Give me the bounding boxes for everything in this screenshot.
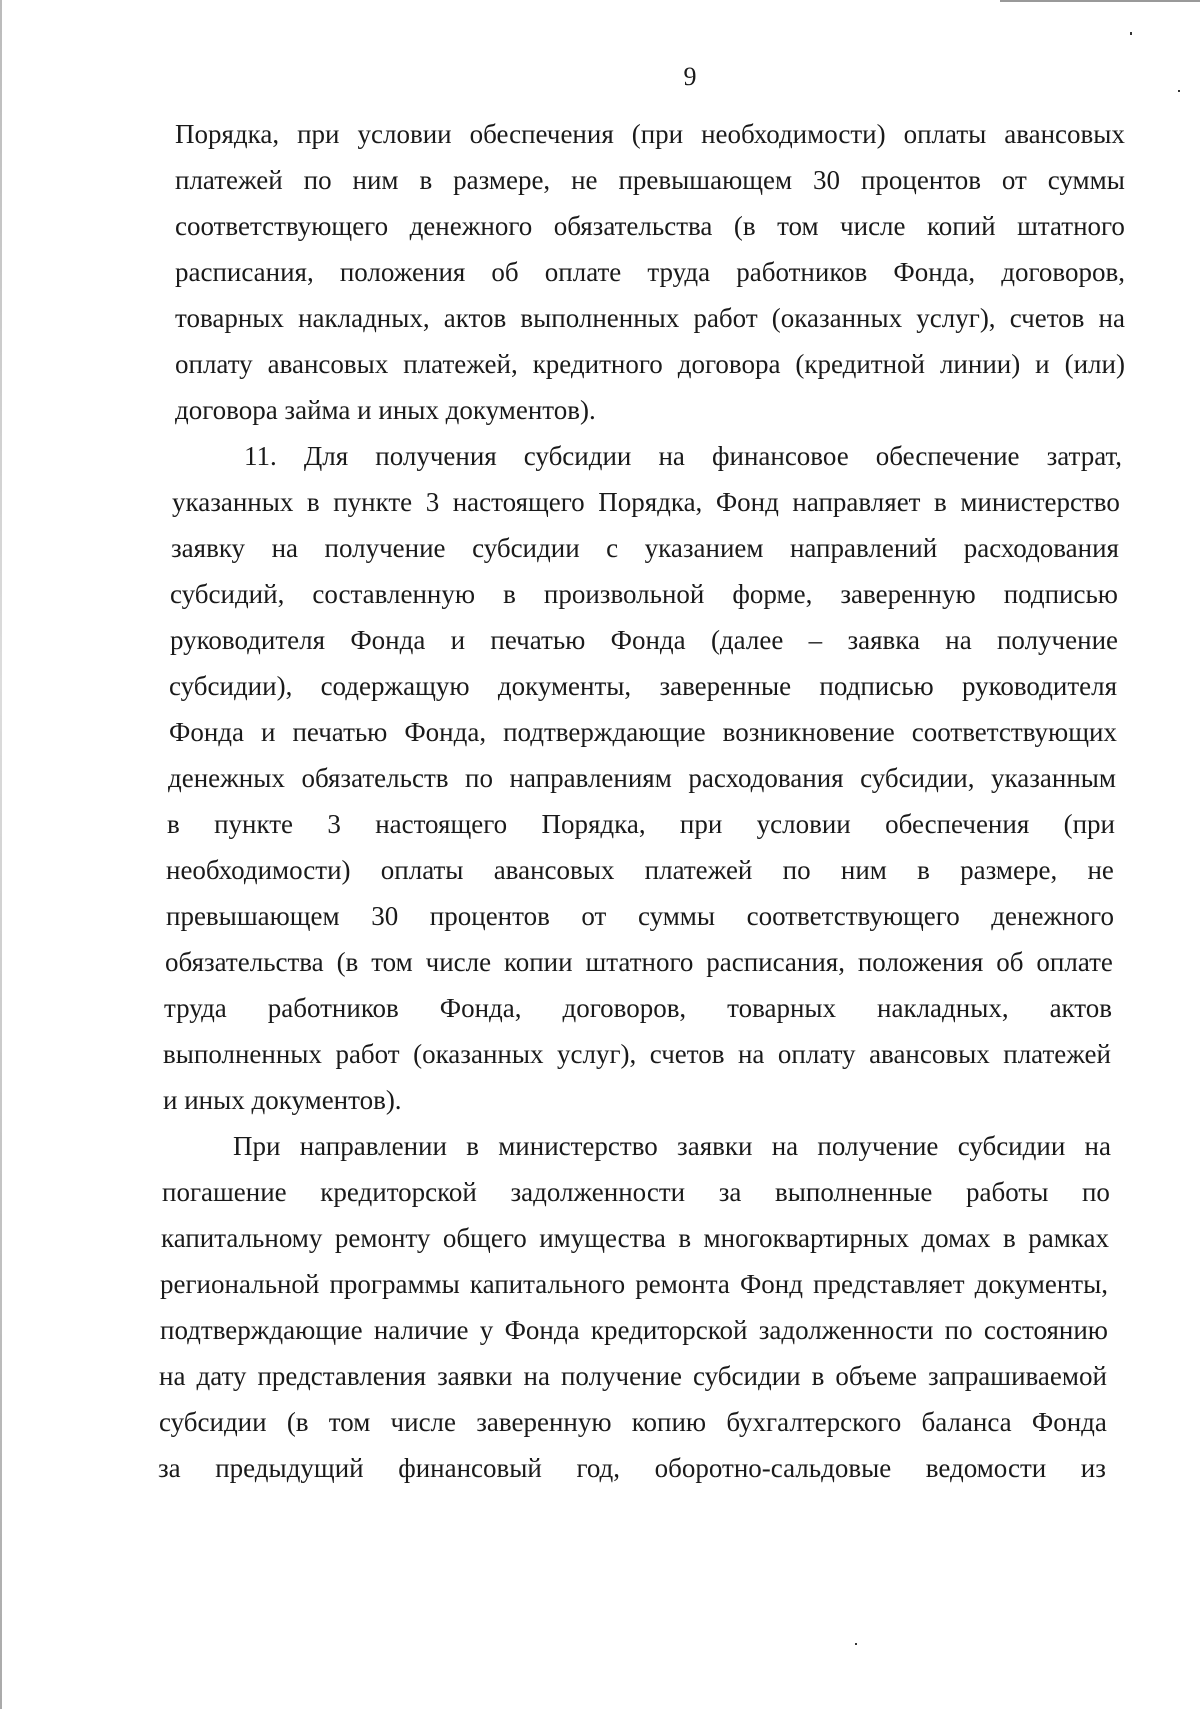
word: расходования bbox=[963, 533, 1119, 563]
word: министерство bbox=[498, 1131, 658, 1161]
text-line bbox=[233, 1130, 1111, 1162]
text-line bbox=[244, 440, 1122, 472]
word: министерство bbox=[960, 487, 1120, 517]
text-line bbox=[175, 302, 1125, 334]
word: договоров, bbox=[562, 993, 687, 1023]
text-line bbox=[159, 1360, 1107, 1392]
word: выполненных bbox=[520, 303, 680, 333]
text-line bbox=[175, 256, 1125, 288]
word: платежей bbox=[644, 855, 753, 885]
word: представления bbox=[257, 1361, 427, 1391]
word: форме, bbox=[732, 579, 813, 609]
word: оплату bbox=[175, 349, 253, 379]
word: – bbox=[808, 625, 823, 655]
word: подписью bbox=[1003, 579, 1118, 609]
text-line bbox=[162, 1176, 1110, 1208]
word: Фонда, bbox=[439, 993, 522, 1023]
word: финансовый bbox=[398, 1453, 542, 1483]
word: капитальному bbox=[161, 1223, 323, 1253]
word: ремонта bbox=[635, 1269, 730, 1299]
text-line bbox=[166, 900, 1114, 932]
word: получение bbox=[817, 1131, 939, 1161]
text-line-content: договора займа и иных документов). bbox=[175, 395, 596, 425]
word: денежных bbox=[168, 763, 285, 793]
word: от bbox=[1001, 165, 1027, 195]
word: состоянию bbox=[983, 1315, 1108, 1345]
word: работников bbox=[267, 993, 399, 1023]
word: субсидии bbox=[693, 1361, 801, 1391]
page-number: 9 bbox=[683, 62, 697, 91]
word: процентов bbox=[860, 165, 981, 195]
text-line bbox=[175, 348, 1125, 380]
word: платежей bbox=[1003, 1039, 1111, 1069]
word: документы, bbox=[497, 671, 632, 701]
word: накладных, bbox=[877, 993, 1009, 1023]
word: копии bbox=[503, 947, 573, 977]
word: указанных bbox=[172, 487, 294, 517]
word: (при bbox=[1063, 809, 1115, 839]
word: обеспечения bbox=[885, 809, 1030, 839]
word: получение bbox=[324, 533, 446, 563]
text-line bbox=[175, 118, 1125, 150]
word: на bbox=[658, 441, 685, 471]
word: финансовое bbox=[712, 441, 849, 471]
word: Фонда bbox=[350, 625, 426, 655]
text-line bbox=[172, 486, 1120, 518]
word: (далее bbox=[710, 625, 784, 655]
word: в bbox=[466, 1131, 479, 1161]
word: обеспечение bbox=[875, 441, 1020, 471]
word: товарных bbox=[175, 303, 284, 333]
word: обязательства bbox=[165, 947, 324, 977]
word: направляет bbox=[792, 487, 921, 517]
word: подтверждающие bbox=[160, 1315, 363, 1345]
word: авансовых bbox=[1004, 119, 1125, 149]
word: (оказанных bbox=[771, 303, 903, 333]
word: возникновение bbox=[722, 717, 895, 747]
word: При bbox=[233, 1131, 281, 1161]
word: работы bbox=[966, 1177, 1049, 1207]
word: (оказанных bbox=[413, 1039, 544, 1069]
word: денежного bbox=[409, 211, 533, 241]
word: в bbox=[306, 487, 320, 517]
word: линии) bbox=[939, 349, 1021, 379]
word: числе bbox=[840, 211, 906, 241]
scan-speck bbox=[1178, 90, 1180, 92]
word: расписания, bbox=[175, 257, 314, 287]
word: произвольной bbox=[543, 579, 705, 609]
word: капитального bbox=[469, 1269, 626, 1299]
word: платежей, bbox=[403, 349, 518, 379]
word: копий bbox=[927, 211, 996, 241]
text-line bbox=[169, 670, 1117, 702]
word: домах bbox=[921, 1223, 991, 1253]
word: оплате bbox=[1036, 947, 1113, 977]
word: заверенную bbox=[840, 579, 976, 609]
word: 30 bbox=[813, 165, 841, 195]
word: выполненные bbox=[774, 1177, 933, 1207]
text-line bbox=[175, 394, 596, 426]
word: на bbox=[1084, 1131, 1111, 1161]
text-line bbox=[161, 1222, 1109, 1254]
text-line bbox=[160, 1314, 1108, 1346]
word: том bbox=[328, 1407, 371, 1437]
word: работ bbox=[693, 303, 758, 333]
word: на bbox=[523, 1361, 550, 1391]
text-line bbox=[164, 992, 1112, 1024]
word: руководителя bbox=[961, 671, 1117, 701]
word: счетов bbox=[1009, 303, 1085, 333]
word: товарных bbox=[727, 993, 837, 1023]
scan-speck bbox=[1130, 32, 1132, 35]
word: региональной bbox=[160, 1269, 320, 1299]
text-line bbox=[175, 164, 1125, 196]
word: обязательств bbox=[301, 763, 449, 793]
word: заверенную bbox=[476, 1407, 612, 1437]
word: процентов bbox=[429, 901, 550, 931]
word: суммы bbox=[1047, 165, 1125, 195]
word: направлений bbox=[789, 533, 938, 563]
word: при bbox=[297, 119, 340, 149]
word: труда bbox=[164, 993, 227, 1023]
word: платежей bbox=[175, 165, 283, 195]
word: актов bbox=[443, 303, 507, 333]
word: 3 bbox=[425, 487, 440, 517]
word: обеспечения bbox=[469, 119, 614, 149]
word: баланса bbox=[921, 1407, 1012, 1437]
word: Порядка, bbox=[541, 809, 646, 839]
word: подтверждающие bbox=[503, 717, 706, 747]
word: объеме bbox=[835, 1361, 918, 1391]
word: оборотно-сальдовые bbox=[654, 1453, 892, 1483]
word: настоящего bbox=[375, 809, 508, 839]
word: авансовых bbox=[869, 1039, 990, 1069]
text-line bbox=[169, 716, 1117, 748]
word: кредитного bbox=[532, 349, 663, 379]
text-line bbox=[159, 1406, 1107, 1438]
word: задолженности bbox=[758, 1315, 934, 1345]
word: субсидии bbox=[523, 441, 632, 471]
word: по bbox=[1081, 1177, 1110, 1207]
word: денежного bbox=[991, 901, 1114, 931]
word: заверенные bbox=[659, 671, 792, 701]
word: субсидии), bbox=[169, 671, 293, 701]
word: руководителя bbox=[170, 625, 326, 655]
word: из bbox=[1080, 1453, 1106, 1483]
word: размере, bbox=[960, 855, 1058, 885]
text-line bbox=[163, 1084, 402, 1116]
word: на bbox=[159, 1361, 186, 1391]
text-line-content: и иных документов). bbox=[163, 1085, 402, 1115]
word: и bbox=[450, 625, 466, 655]
word: накладных, bbox=[298, 303, 430, 333]
word: (при bbox=[631, 119, 684, 149]
word: на bbox=[771, 1131, 799, 1161]
word: на bbox=[1098, 303, 1125, 333]
text-line bbox=[171, 532, 1119, 564]
word: том bbox=[371, 947, 413, 977]
word: ним bbox=[840, 855, 887, 885]
text-line bbox=[163, 1038, 1111, 1070]
word: на bbox=[737, 1039, 765, 1069]
word: с bbox=[606, 533, 619, 563]
word: получение bbox=[560, 1361, 682, 1391]
word: и bbox=[1035, 349, 1050, 379]
word: (в bbox=[336, 947, 359, 977]
word: (в bbox=[286, 1407, 309, 1437]
word: запрашиваемой bbox=[928, 1361, 1107, 1391]
word: печатью bbox=[490, 625, 586, 655]
word: по bbox=[465, 763, 493, 793]
word: превышающем bbox=[618, 165, 793, 195]
word: печатью bbox=[292, 717, 388, 747]
word: ним bbox=[352, 165, 399, 195]
word: в bbox=[678, 1223, 692, 1253]
word: указанием bbox=[644, 533, 764, 563]
word: Фонд bbox=[715, 487, 779, 517]
word: получения bbox=[375, 441, 497, 471]
word: работ bbox=[335, 1039, 400, 1069]
word: многоквартирных bbox=[703, 1223, 909, 1253]
word: в bbox=[811, 1361, 825, 1391]
word: от bbox=[581, 901, 607, 931]
word: составленную bbox=[312, 579, 476, 609]
text-line bbox=[165, 946, 1113, 978]
word: в bbox=[917, 855, 930, 885]
word: затрат, bbox=[1046, 441, 1122, 471]
word: превышающем bbox=[166, 901, 340, 931]
word: направлениям bbox=[509, 763, 672, 793]
word: услуг), bbox=[916, 303, 996, 333]
word: суммы bbox=[637, 901, 716, 931]
word: рамках bbox=[1028, 1223, 1109, 1253]
word: договоров, bbox=[1001, 257, 1125, 287]
text-line bbox=[170, 578, 1118, 610]
word: содержащую bbox=[320, 671, 470, 701]
word: за bbox=[718, 1177, 742, 1207]
word: заявки bbox=[677, 1131, 753, 1161]
word: Фонда bbox=[504, 1315, 580, 1345]
word: оплату bbox=[777, 1039, 856, 1069]
word: в bbox=[934, 487, 947, 517]
word: направлении bbox=[299, 1131, 447, 1161]
scan-speck bbox=[855, 1643, 857, 1645]
word: числе bbox=[425, 947, 492, 977]
word: числе bbox=[390, 1407, 457, 1437]
word: получение bbox=[996, 625, 1118, 655]
word: пункте bbox=[214, 809, 294, 839]
word: оплаты bbox=[903, 119, 987, 149]
word: при bbox=[679, 809, 723, 839]
word: субсидии bbox=[472, 533, 580, 563]
word: программы bbox=[329, 1269, 460, 1299]
word: расходования bbox=[688, 763, 844, 793]
word: в bbox=[419, 165, 433, 195]
word: 3 bbox=[327, 809, 341, 839]
word: 30 bbox=[371, 901, 399, 931]
word: (кредитной bbox=[795, 349, 925, 379]
text-line bbox=[166, 854, 1114, 886]
word: Для bbox=[303, 441, 349, 471]
word: в bbox=[1003, 1223, 1016, 1253]
word: обязательства bbox=[553, 211, 713, 241]
word: счетов bbox=[649, 1039, 725, 1069]
word: услуг), bbox=[556, 1039, 637, 1069]
word: условии bbox=[357, 119, 452, 149]
word: 11. bbox=[244, 441, 277, 471]
word: Фонда bbox=[169, 717, 245, 747]
word: за bbox=[158, 1453, 181, 1483]
word: авансовых bbox=[267, 349, 389, 379]
word: ведомости bbox=[925, 1453, 1047, 1483]
word: соответствующего bbox=[175, 211, 389, 241]
word: Порядка, bbox=[598, 487, 703, 517]
word: дату bbox=[196, 1361, 247, 1391]
word: у bbox=[479, 1315, 494, 1345]
word: условии bbox=[756, 809, 851, 839]
word: авансовых bbox=[493, 855, 615, 885]
word: субсидии bbox=[159, 1407, 267, 1437]
word: ремонту bbox=[334, 1223, 431, 1253]
word: необходимости) bbox=[701, 119, 886, 149]
word: выполненных bbox=[163, 1039, 322, 1069]
word: наличие bbox=[373, 1315, 469, 1345]
word: бухгалтерского bbox=[726, 1407, 902, 1437]
word: (или) bbox=[1064, 349, 1125, 379]
word: размере, bbox=[453, 165, 551, 195]
word: субсидий, bbox=[170, 579, 285, 609]
word: Фонда, bbox=[404, 717, 487, 747]
word: необходимости) bbox=[166, 855, 351, 885]
text-line bbox=[168, 762, 1116, 794]
word: указанным bbox=[991, 763, 1116, 793]
word: имущества bbox=[539, 1223, 666, 1253]
word: общего bbox=[442, 1223, 527, 1253]
word: Фонда bbox=[610, 625, 686, 655]
word: заявка bbox=[847, 625, 920, 655]
word: Фонда, bbox=[893, 257, 976, 287]
word: Фонд bbox=[739, 1269, 803, 1299]
word: на bbox=[271, 533, 299, 563]
word: предыдущий bbox=[215, 1453, 364, 1483]
word: об bbox=[996, 947, 1024, 977]
word: штатного bbox=[585, 947, 694, 977]
word: заявку bbox=[171, 533, 246, 563]
word: договора bbox=[677, 349, 781, 379]
word: положения bbox=[339, 257, 466, 287]
word: соответствующих bbox=[911, 717, 1117, 747]
word: соответствующего bbox=[746, 901, 960, 931]
word: расписания, bbox=[706, 947, 845, 977]
text-line bbox=[170, 624, 1118, 656]
word: субсидии, bbox=[860, 763, 975, 793]
word: субсидии bbox=[957, 1131, 1066, 1161]
word: по bbox=[944, 1315, 973, 1345]
word: погашение bbox=[162, 1177, 287, 1207]
word: в bbox=[167, 809, 180, 839]
word: труда bbox=[647, 257, 711, 287]
word: в bbox=[503, 579, 516, 609]
word: документы, bbox=[974, 1269, 1108, 1299]
word: настоящего bbox=[452, 487, 585, 517]
text-line bbox=[175, 210, 1125, 242]
word: об bbox=[491, 257, 519, 287]
word: кредиторской bbox=[590, 1315, 748, 1345]
word: работников bbox=[736, 257, 868, 287]
word: актов bbox=[1049, 993, 1112, 1023]
word: оплате bbox=[544, 257, 622, 287]
word: положения bbox=[857, 947, 984, 977]
word: подписью bbox=[819, 671, 934, 701]
word: оплаты bbox=[380, 855, 464, 885]
word: представляет bbox=[813, 1269, 965, 1299]
word: штатного bbox=[1017, 211, 1125, 241]
word: год, bbox=[576, 1453, 621, 1483]
word: пункте bbox=[333, 487, 413, 517]
word: том bbox=[777, 211, 819, 241]
word: задолженности bbox=[510, 1177, 686, 1207]
text-line bbox=[160, 1268, 1108, 1300]
word: Фонда bbox=[1031, 1407, 1107, 1437]
word: по bbox=[303, 165, 332, 195]
word: заявки bbox=[437, 1361, 513, 1391]
word: на bbox=[945, 625, 972, 655]
word: и bbox=[261, 717, 276, 747]
word: (в bbox=[733, 211, 756, 241]
word: Порядка, bbox=[175, 119, 280, 149]
word: не bbox=[1087, 855, 1114, 885]
text-line bbox=[167, 808, 1115, 840]
word: кредиторской bbox=[320, 1177, 477, 1207]
word: по bbox=[782, 855, 811, 885]
text-line bbox=[158, 1452, 1106, 1484]
word: не bbox=[571, 165, 598, 195]
word: копию bbox=[631, 1407, 707, 1437]
